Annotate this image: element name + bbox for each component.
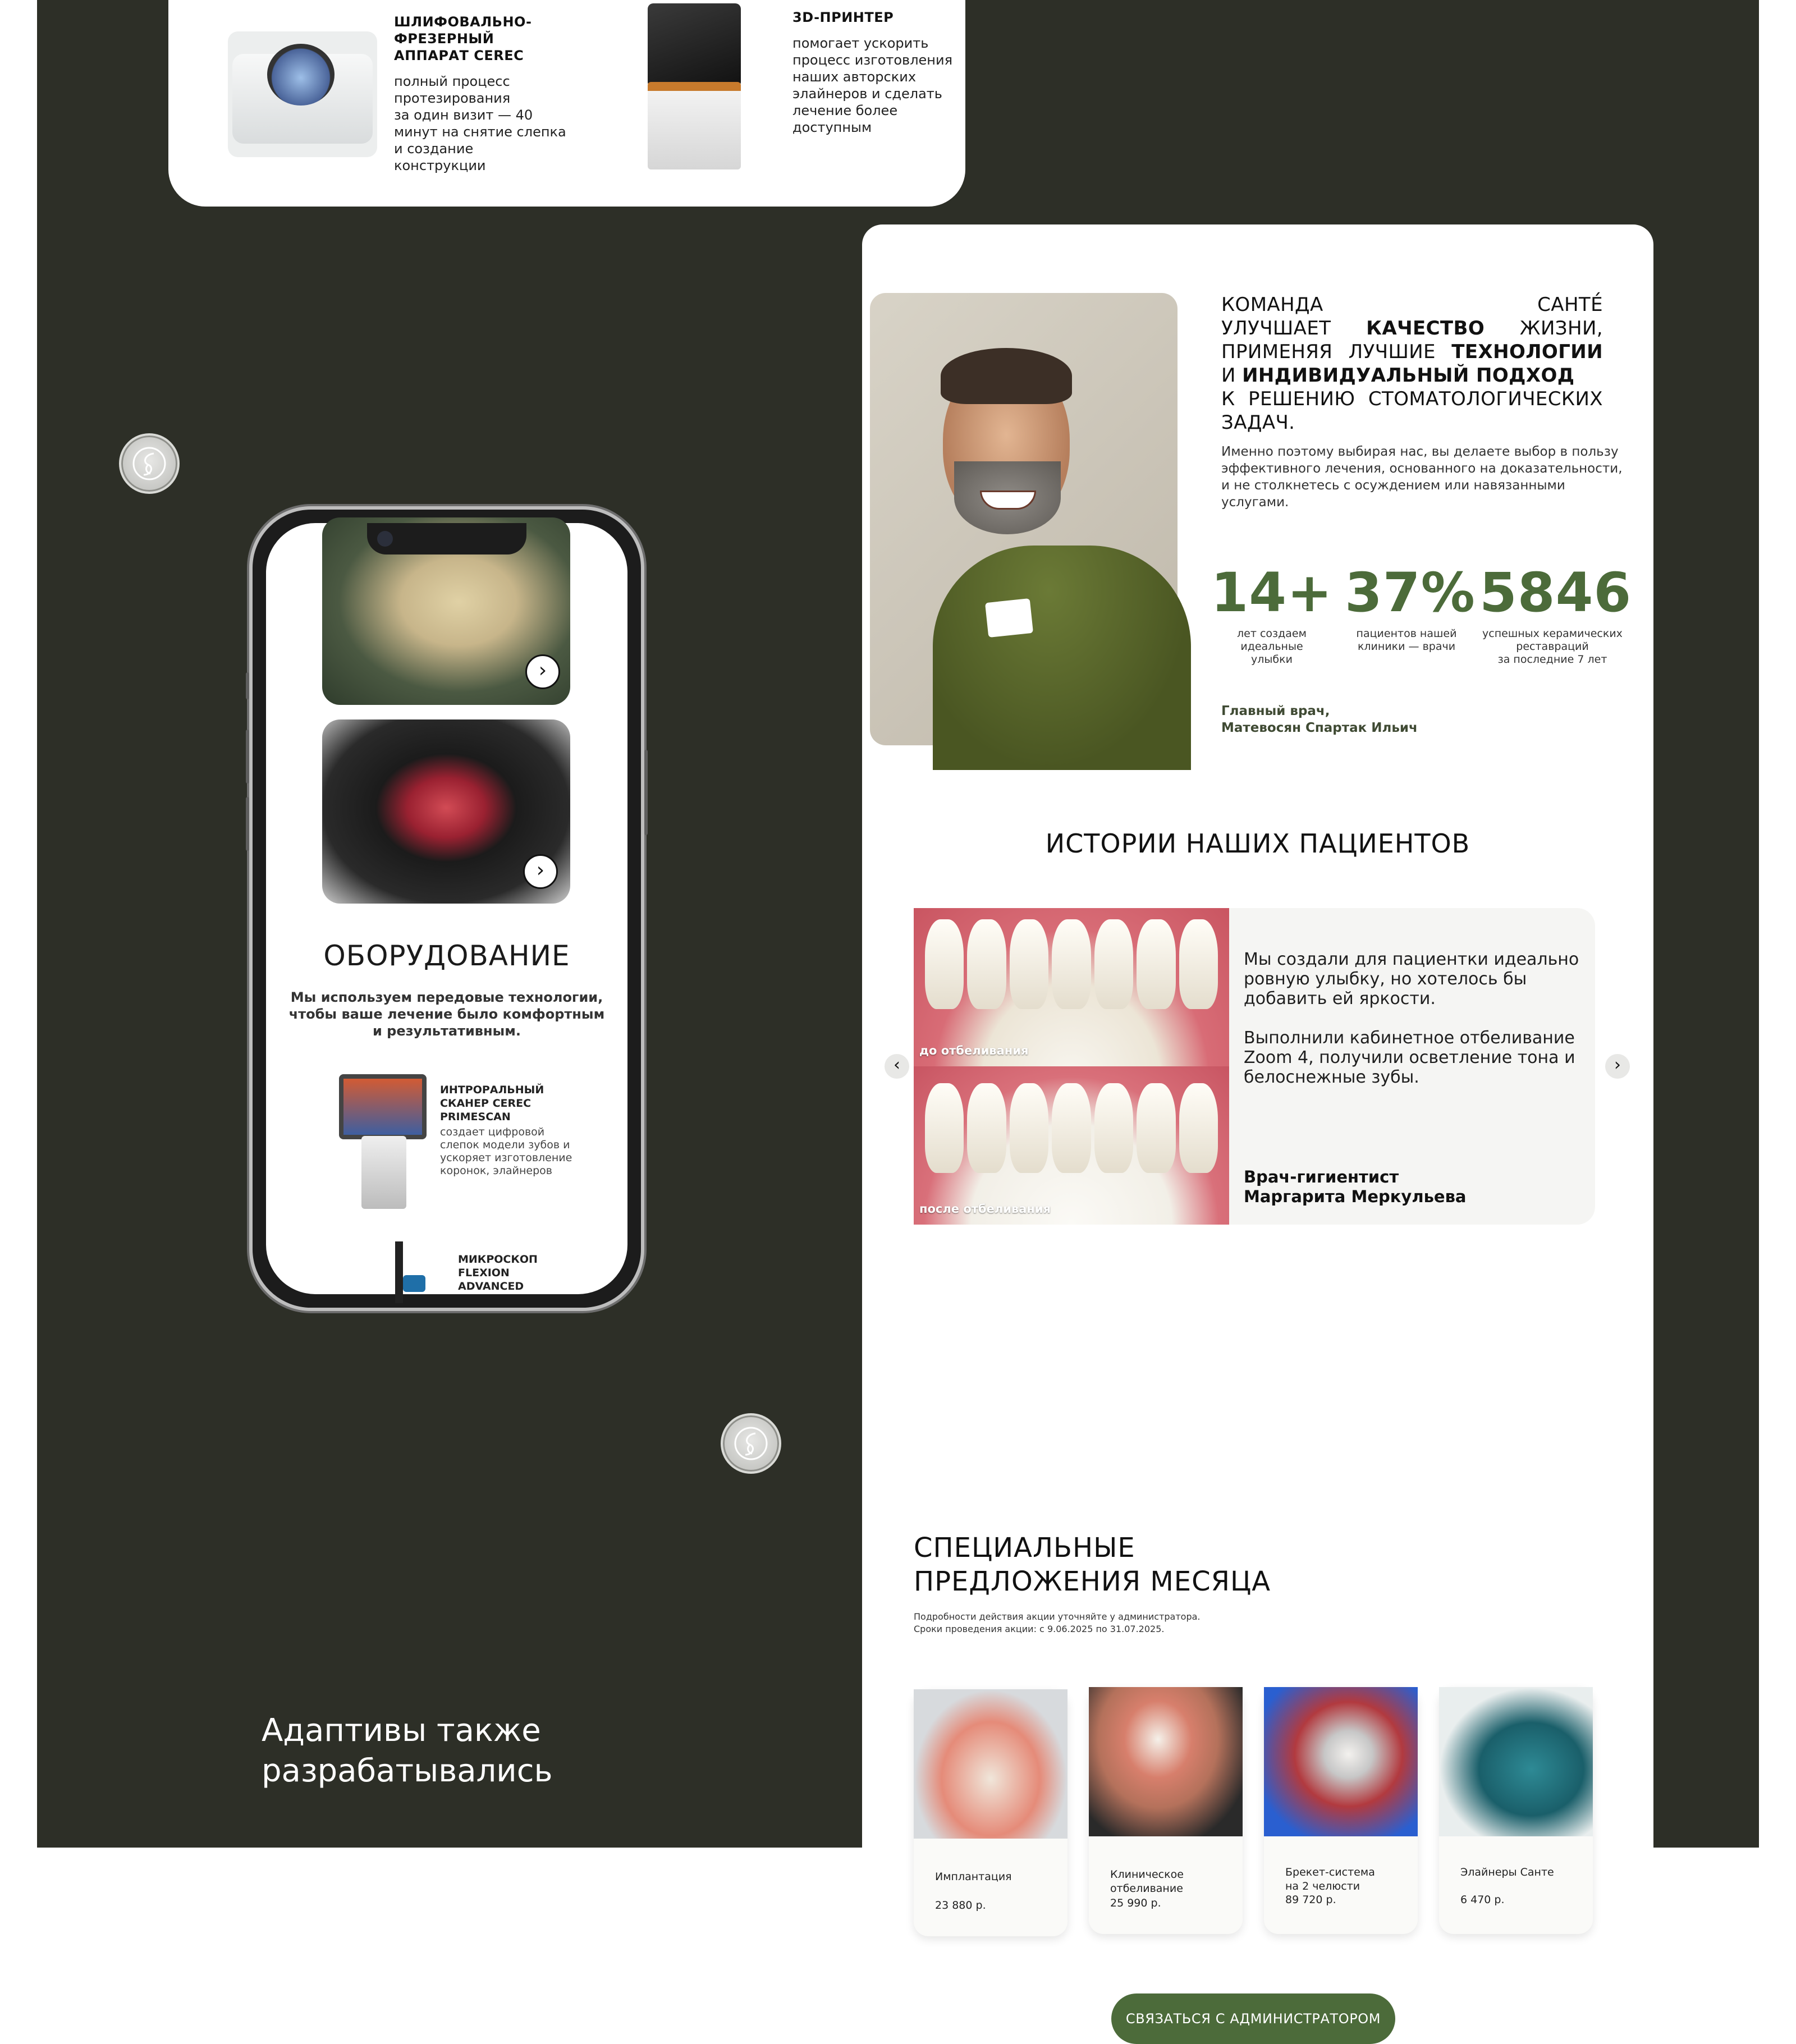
offer-name: Элайнеры Санте — [1460, 1866, 1554, 1878]
offer-name: Имплантация — [935, 1871, 1012, 1883]
photo-next-arrow-icon[interactable]: › — [525, 654, 560, 689]
equipment-text-printer: помогает ускорить процесс изготовления наших авторских элайнеров и сделать лечение более доступным — [792, 35, 953, 135]
phone-item-title-scanner: ИНТРОРАЛЬНЫЙ СКАНЕР CEREC PRIMESCAN — [440, 1084, 544, 1123]
phone-mute-switch — [246, 672, 249, 699]
story-text: Мы создали для пациентки идеально ровную улыбку, но хотелось бы добавить ей яркости. Выполнили кабинетное отбеливание Zoom 4, получили осветление тона и белоснежные зубы. — [1244, 950, 1579, 1087]
whitening-before-after-photo — [914, 908, 1229, 1225]
equipment-title-cerec: ШЛИФОВАЛЬНО- ФРЕЗЕРНЫЙ АППАРАТ CEREC — [394, 14, 532, 63]
stat-restorations-label: успешных керамических реставраций за последние 7 лет — [1482, 627, 1623, 666]
braces-photo — [1264, 1687, 1418, 1836]
team-line: К РЕШЕНИЮ СТОМАТОЛОГИЧЕСКИХ — [1221, 388, 1603, 410]
stories-heading: ИСТОРИИ НАШИХ ПАЦИЕНТОВ — [1045, 828, 1470, 859]
phone-notch — [367, 523, 526, 554]
team-line: САНТЕ́ — [1537, 294, 1603, 316]
microscope-image — [367, 1241, 434, 1303]
stat-restorations-value: 5846 — [1479, 561, 1632, 624]
offer-price: 89 720 р. — [1285, 1894, 1336, 1906]
phone-volume-down — [246, 797, 249, 851]
after-label: после отбеливания — [919, 1202, 1051, 1216]
offer-price: 6 470 р. — [1460, 1894, 1505, 1906]
phone-item-title-microscope: МИКРОСКОП FLEXION ADVANCED — [458, 1253, 538, 1293]
offer-card-whitening[interactable] — [1089, 1687, 1243, 1934]
offer-price: 25 990 р. — [1110, 1897, 1161, 1909]
offer-name: Клиническое отбеливание — [1110, 1868, 1184, 1895]
cerec-machine-image — [228, 31, 377, 157]
phone-item-text-scanner: создает цифровой слепок модели зубов и ускоряет изготовление коронок, элайнеров — [440, 1126, 572, 1177]
offer-price: 23 880 р. — [935, 1899, 986, 1912]
adaptive-caption: Адаптивы также разрабатывались — [262, 1712, 553, 1789]
intraoral-scanner-image — [322, 1074, 423, 1212]
team-emphasis: ИНДИВИДУАЛЬНЫЙ ПОДХОД — [1242, 364, 1575, 387]
whitening-photo — [1089, 1687, 1243, 1836]
brand-logo-icon — [119, 433, 180, 494]
stat-doctors-label: пациентов нашей клиники — врачи — [1356, 627, 1457, 653]
phone-equipment-subheading: Мы используем передовые технологии, чтобы ваше лечение было комфортным и результативным. — [288, 989, 605, 1039]
story-signature: Врач-гигиентист Маргарита Меркульева — [1244, 1167, 1467, 1206]
stat-doctors-value: 37% — [1345, 561, 1476, 624]
equipment-card — [168, 0, 965, 207]
aligners-photo — [1439, 1687, 1593, 1836]
phone-screen — [266, 523, 627, 1294]
offers-note: Подробности действия акции уточняйте у администратора. Сроки проведения акции: с 9.06.2025 по 31.07.2025. — [914, 1611, 1201, 1634]
team-emphasis: КАЧЕСТВО — [1366, 317, 1485, 340]
phone-power-button — [644, 750, 648, 835]
equipment-title-printer: 3D-ПРИНТЕР — [792, 10, 894, 25]
implant-photo — [914, 1689, 1067, 1839]
before-label: до отбеливания — [919, 1044, 1029, 1057]
offer-card-aligners[interactable] — [1439, 1687, 1593, 1934]
desktop-page — [862, 224, 1653, 2027]
team-description: Именно поэтому выбирая нас, вы делаете выбор в пользу эффективного лечения, основанного на доказательности, и не столкнетесь с осуждением или навязанными услугами. — [1221, 444, 1623, 510]
offer-card-braces[interactable] — [1264, 1687, 1418, 1934]
chevron-left-icon[interactable]: ‹ — [885, 1054, 909, 1079]
chevron-right-icon[interactable]: › — [1605, 1054, 1630, 1079]
3d-printer-image — [642, 3, 746, 162]
stat-years-label: лет создаем идеальные улыбки — [1237, 627, 1307, 666]
team-line: ЗАДАЧ. — [1221, 411, 1295, 434]
contact-admin-button[interactable]: СВЯЗАТЬСЯ С АДМИНИСТРАТОРОМ — [1111, 1993, 1395, 2044]
camera-smile-photo[interactable] — [322, 719, 570, 904]
team-emphasis: ТЕХНОЛОГИИ — [1451, 341, 1603, 363]
team-line: УЛУЧШАЕТ — [1221, 317, 1331, 340]
phone-volume-up — [246, 730, 249, 783]
phone-equipment-heading: ОБОРУДОВАНИЕ — [323, 939, 570, 972]
team-line: КОМАНДА — [1221, 294, 1323, 316]
offer-name: Брекет-система на 2 челюсти — [1285, 1866, 1375, 1892]
team-statement — [1221, 293, 1603, 434]
team-line: ПРИМЕНЯЯ — [1221, 341, 1333, 363]
team-line: ЖИЗНИ, — [1519, 317, 1603, 340]
team-line: ЛУЧШИЕ — [1348, 341, 1436, 363]
stat-years-value: 14+ — [1211, 561, 1333, 624]
photo-next-arrow-icon[interactable]: › — [523, 854, 558, 889]
chief-doctor-name: Главный врач, Матевосян Спартак Ильич — [1221, 704, 1418, 735]
portfolio-stage — [37, 0, 1759, 2027]
phone-mockup — [249, 506, 644, 1311]
offers-heading: СПЕЦИАЛЬНЫЕ ПРЕДЛОЖЕНИЯ МЕСЯЦА — [914, 1532, 1271, 1597]
chief-doctor-photo — [870, 293, 1178, 745]
equipment-text-cerec: полный процесс протезирования за один визит — 40 минут на снятие слепка и создание конструкции — [394, 74, 566, 173]
brand-logo-icon — [721, 1413, 781, 1474]
team-line: И — [1221, 364, 1236, 387]
offer-card-implant[interactable] — [914, 1689, 1067, 1936]
